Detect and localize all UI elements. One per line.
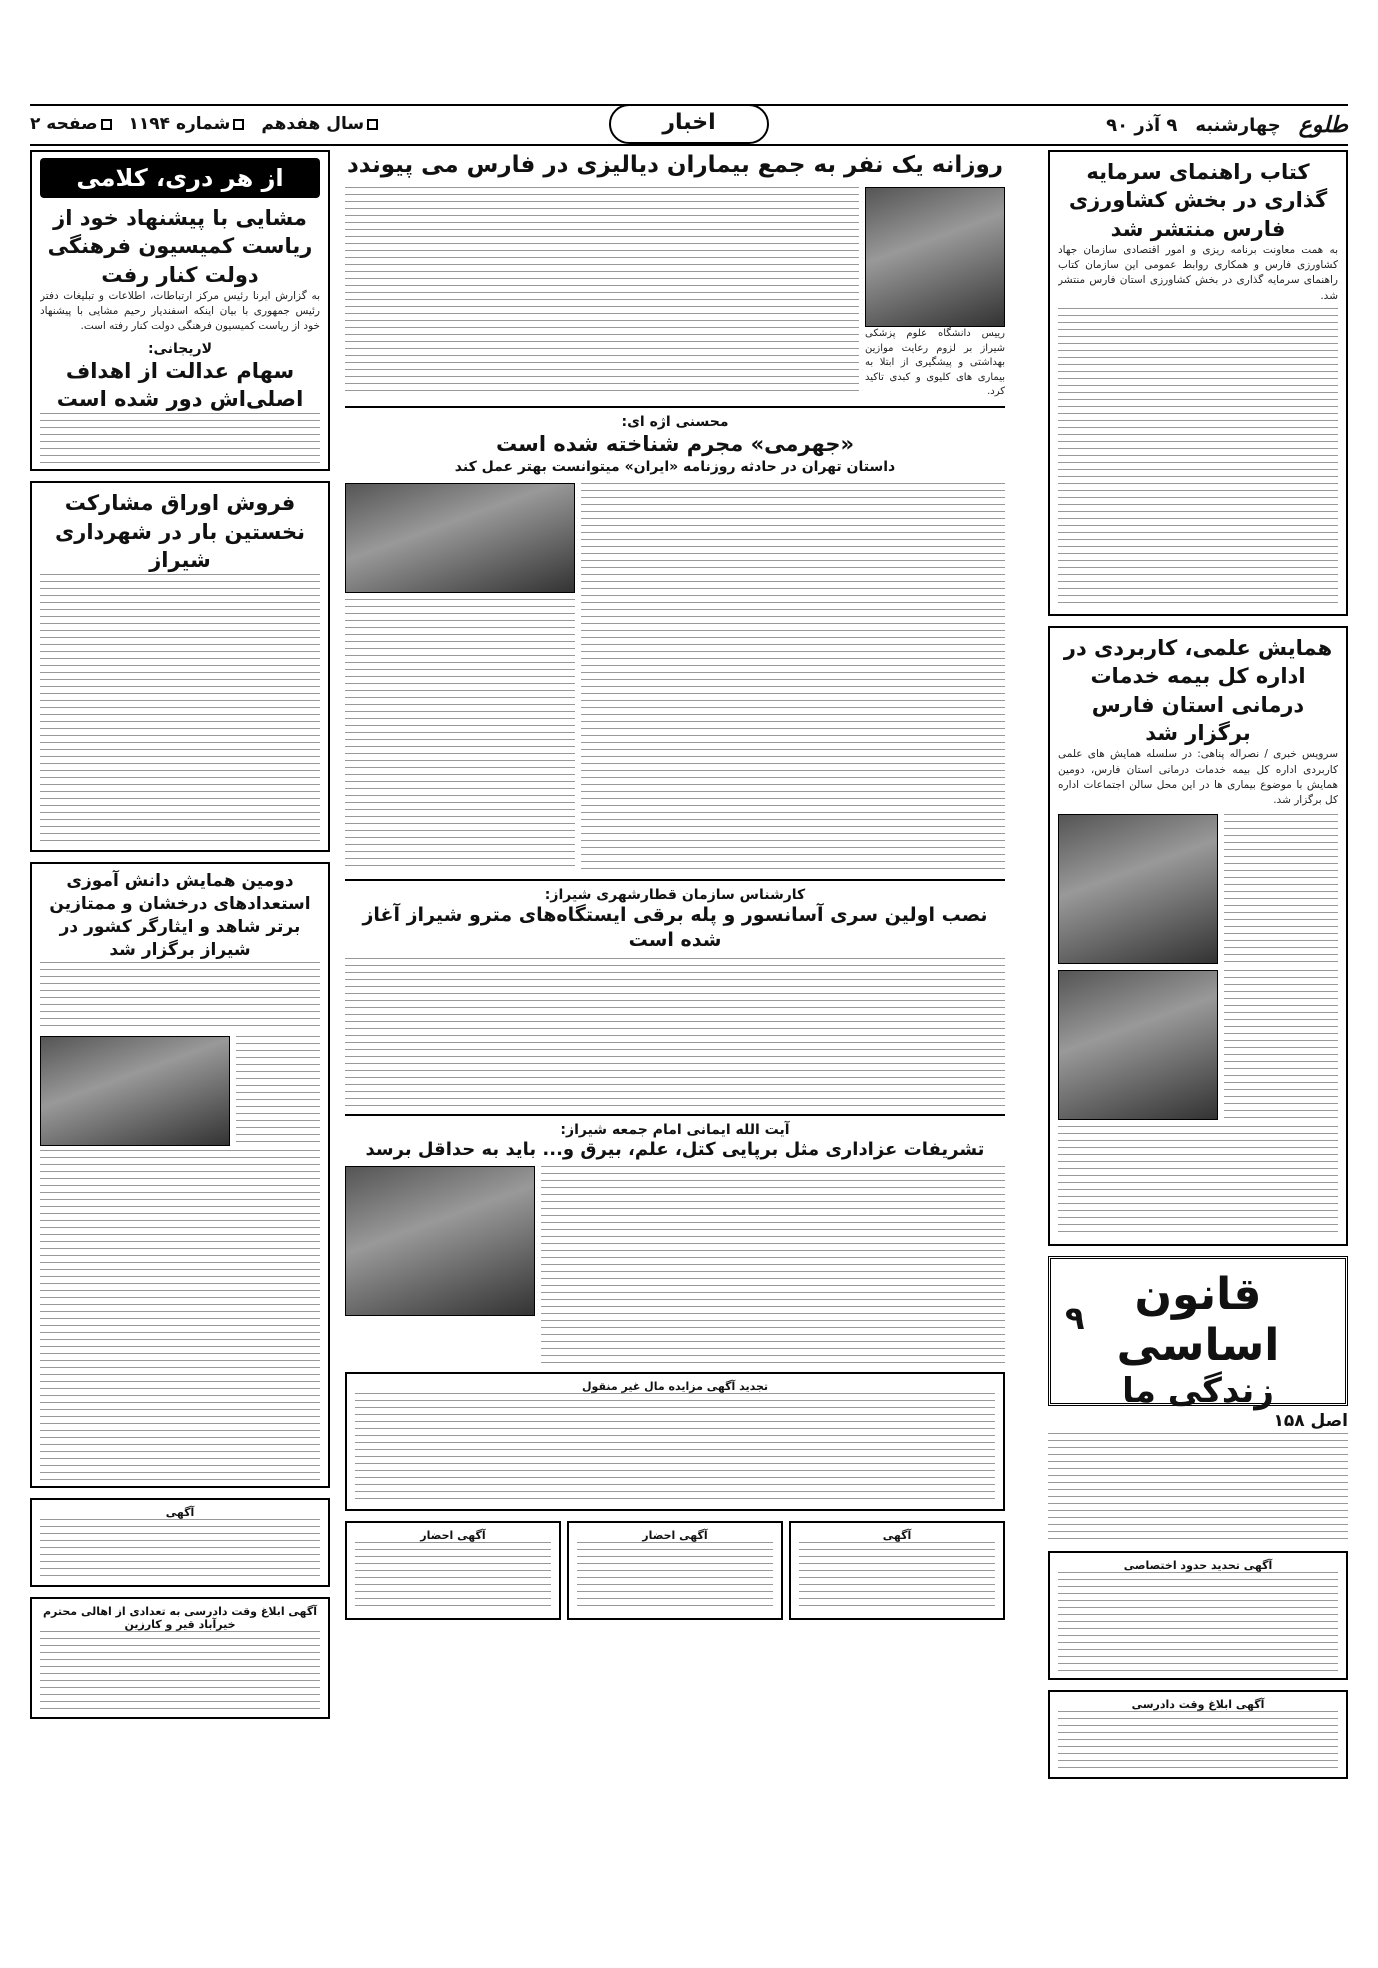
official-portrait-photo: [865, 187, 1005, 327]
ad-left: [30, 1498, 330, 1587]
article-students-conference: [30, 862, 330, 1488]
article-title: «جهرمی» مجرم شناخته شده است: [495, 431, 855, 456]
square-icon: [233, 119, 244, 130]
article-kicker: محسنی اژه ای:: [621, 413, 729, 430]
article-text-block: [1224, 970, 1338, 1120]
issue-date: ۹ آذر ۹۰: [1106, 114, 1178, 136]
masthead-issue-area: [30, 114, 381, 134]
column-misc: [30, 150, 330, 471]
divider: [345, 879, 1005, 881]
ad-title: آگهی احضار: [642, 1529, 708, 1543]
square-icon: [367, 119, 378, 130]
article-agri-book: [1048, 150, 1348, 616]
square-icon: [101, 119, 112, 130]
article-kicker: کارشناس سازمان قطارشهری شیراز:: [544, 886, 806, 903]
article-title: روزانه یک نفر به جمع بیماران دیالیزی در فارس می پیوندد: [346, 152, 1004, 178]
article-text-block: [1058, 1126, 1338, 1236]
ads-row: [345, 1521, 1005, 1630]
volume-year: سال هفدهم: [261, 114, 365, 134]
article-title: سهام عدالت از اهداف اصلی‌اش دور شده است: [56, 358, 304, 412]
article-kicker: آیت الله ایمانی امام جمعه شیراز:: [560, 1122, 790, 1139]
constitution-text: [1048, 1433, 1348, 1543]
section-label: اخبار: [609, 104, 769, 144]
article-text-block: [40, 574, 320, 844]
article-subtitle: داستان تهران در حادثه روزنامه «ایران» میتوانست بهتر عمل کند: [454, 458, 896, 475]
left-column: [30, 150, 330, 1729]
article-text-block: [40, 962, 320, 1032]
page-number: صفحه ۲: [30, 114, 98, 134]
ad-text: [355, 1542, 551, 1612]
issue-day: چهارشنبه: [1195, 114, 1281, 136]
ad-text: [799, 1542, 995, 1612]
article-body: سرویس خبری / نصراله پناهی: در سلسله همایش های علمی کاربردی اداره کل بیمه خدمات درمانی استان فارس، دومین همایش با موضوع بیماری ها در این محل سالن اجتماعات اداره کل برگزار شد.: [1058, 748, 1338, 806]
photo-caption: رییس دانشگاه علوم پزشکی شیراز بر لزوم رعایت موازین بهداشتی و پیشگیری از ابتلا به بیماری های کلیوی و کبدی تاکید کرد.: [865, 328, 1005, 398]
article-text-block: [345, 187, 859, 397]
ad-title: آگهی ابلاغ وقت دادرسی: [1131, 1697, 1265, 1711]
article-title: دومین همایش دانش آموزی استعدادهای درخشان و ممتازین برتر شاهد و ایثارگر کشور در شیراز برگزار شد: [49, 871, 311, 961]
ad-title: آگهی تحدید حدود اختصاصی: [1123, 1558, 1273, 1572]
ad-text: [355, 1393, 995, 1503]
ad-title: آگهی: [882, 1529, 912, 1543]
ad-court-notice: [1048, 1690, 1348, 1779]
right-column: [1048, 150, 1348, 1789]
ceremony-photo: [40, 1036, 230, 1146]
ad-text: [40, 1519, 320, 1579]
ad-summons: [345, 1521, 561, 1620]
article-insurance-conference: [1048, 626, 1348, 1246]
ad-text: [40, 1631, 320, 1711]
article-text-block: [40, 413, 320, 463]
article-bonds: [30, 481, 330, 852]
conference-photo: [1058, 814, 1218, 964]
article-text-block: [236, 1036, 320, 1146]
article-text-block: [345, 599, 575, 871]
center-column: [345, 150, 1005, 1630]
constitution-article: اصل ۱۵۸: [1273, 1410, 1348, 1431]
newspaper-logo: طلوع: [1298, 112, 1348, 138]
article-text-block: [345, 958, 1005, 1108]
article-title: فروش اوراق مشارکت نخستین بار در شهرداری شیراز: [55, 491, 305, 573]
article-text-block: [1224, 814, 1338, 964]
ad-text: [577, 1542, 773, 1612]
ad-text: [1058, 1572, 1338, 1672]
ad-title: آگهی احضار: [420, 1529, 486, 1543]
constitution-subtitle: زندگی ما: [1122, 1370, 1274, 1411]
divider: [345, 406, 1005, 408]
ad-title: آگهی ابلاغ وقت دادرسی به تعدادی از اهالی محترم خیرآباد قیر و کارزین: [42, 1605, 317, 1632]
article-body: به گزارش ایرنا رئیس مرکز ارتباطات، اطلاعات و تبلیغات دفتر رئیس جمهوری با بیان اینکه اسفندیار رحیم مشایی با پیشنهاد خود از ریاست کمیسیون فرهنگی دولت کنار رفته است.: [40, 290, 320, 333]
article-text-block: [581, 483, 1005, 873]
article-text-block: [1058, 308, 1338, 608]
friday-prayer-leader-photo: [345, 1166, 535, 1316]
ad-text: [1058, 1711, 1338, 1771]
ad-title: تجدید آگهی مزایده مال غیر منقول: [582, 1380, 768, 1394]
article-kicker: لاریجانی:: [147, 340, 213, 357]
article-text-block: [40, 1150, 320, 1480]
judiciary-spokesman-photo: [345, 483, 575, 593]
issue-number: شماره ۱۱۹۴: [128, 114, 231, 134]
article-title: نصب اولین سری آسانسور و پله برقی ایستگاه‌های مترو شیراز آغاز شده است: [362, 903, 988, 952]
constitution-number: ۹: [1065, 1298, 1085, 1337]
article-title: کتاب راهنمای سرمایه گذاری در بخش کشاورزی فارس منتشر شد: [1068, 160, 1328, 241]
article-text-block: [541, 1166, 1005, 1366]
award-photo: [1058, 970, 1218, 1120]
article-title: تشریفات عزاداری مثل برپایی کتل، علم، بیرق و... باید به حداقل برسد: [365, 1139, 985, 1161]
ad-boundary: [1048, 1551, 1348, 1680]
column-banner: از هر دری، کلامی: [40, 158, 320, 198]
constitution-title: قانون اساسی: [1116, 1268, 1280, 1371]
article-body: به همت معاونت برنامه ریزی و امور اقتصادی سازمان جهاد کشاورزی فارس و همکاری روابط عمومی این سازمان کتاب راهنمای سرمایه گذاری در بخش کشاورزی استان فارس منتشر شد.: [1058, 244, 1338, 302]
ad-title: آگهی: [165, 1506, 195, 1520]
article-title: همایش علمی، کاربردی در اداره کل بیمه خدمات درمانی استان فارس برگزار شد: [1063, 635, 1333, 745]
article-title: مشایی با پیشنهاد خود از ریاست کمیسیون فرهنگی دولت کنار رفت: [47, 206, 313, 287]
divider: [345, 1114, 1005, 1116]
ad-auction: [345, 1372, 1005, 1511]
masthead: [30, 104, 1348, 146]
constitution-box: [1048, 1256, 1348, 1411]
ad-left-court: [30, 1597, 330, 1719]
ad-summons: [567, 1521, 783, 1620]
masthead-date-area: [1106, 112, 1348, 138]
ad-notice: [789, 1521, 1005, 1620]
